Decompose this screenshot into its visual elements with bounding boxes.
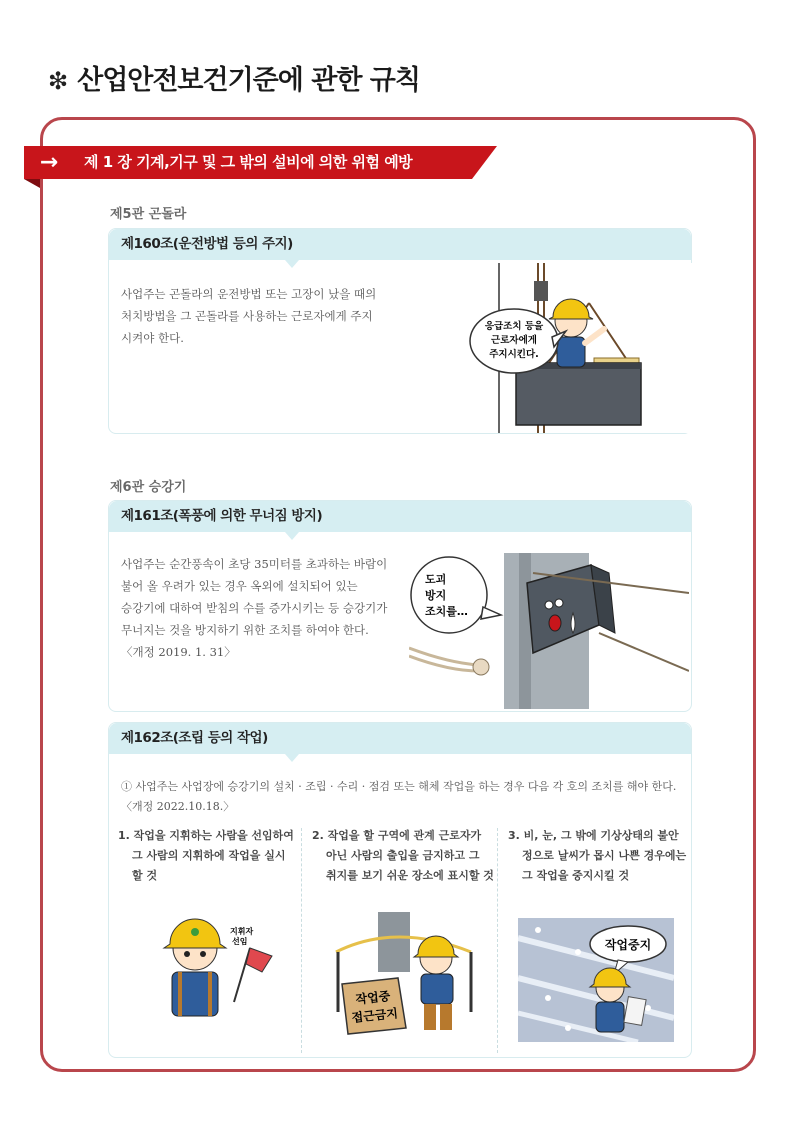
item-line: 정으로 날씨가 몹시 나쁜 경우에는	[522, 849, 687, 862]
intro-line: ① 사업주는 사업장에 승강기의 설치 · 조립 · 수리 · 점검 또는 해체 작업을 하는 경우 다음 각 호의 조치를 해야 한다.	[121, 780, 677, 793]
article-body	[121, 553, 387, 663]
article-body	[121, 283, 376, 349]
column-divider	[497, 828, 498, 1053]
section-label-elevator: 제6관 승강기	[110, 480, 187, 495]
article-title: 제160조(운전방법 등의 주지)	[121, 236, 293, 252]
body-line: 〈개정 2019. 1. 31〉	[121, 645, 236, 659]
bubble-line: 방지	[425, 589, 447, 602]
body-line: 사업주는 순간풍속이 초당 35미터를 초과하는 바람이	[121, 557, 388, 571]
item-line: 아닌 사람의 출입을 금지하고 그	[326, 849, 480, 862]
body-line: 시켜야 한다.	[121, 331, 184, 345]
article-card-160	[108, 228, 692, 434]
intro-line: 〈개정 2022.10.18.〉	[121, 800, 235, 813]
bubble-text: 작업중지	[604, 938, 652, 952]
caption-line: 선임	[232, 937, 248, 946]
gondola-illustration	[454, 263, 694, 433]
elevator-illustration	[409, 553, 689, 709]
section-label-gondola: 제5관 곤돌라	[110, 207, 187, 222]
bubble-line: 조치를…	[425, 605, 468, 618]
body-line: 무너지는 것을 방지하기 위한 조치를 하여야 한다.	[121, 623, 369, 637]
article-title: 제162조(조립 등의 작업)	[121, 730, 268, 746]
article-card-161	[108, 500, 692, 712]
sign-line: 작업중	[354, 988, 391, 1007]
arrow-right-icon: →	[39, 150, 59, 175]
bubble-line: 도괴	[425, 573, 447, 586]
item-text-1	[118, 826, 298, 886]
chapter-title: 제 1 장 기계,기구 및 그 밖의 설비에 의한 위험 예방	[84, 153, 413, 171]
item-line: 할 것	[132, 869, 158, 882]
item-line: 2. 작업을 할 구역에 관계 근로자가	[312, 829, 482, 842]
body-line: 불어 올 우려가 있는 경우 옥외에 설치되어 있는	[121, 579, 358, 593]
item-line: 취지를 보기 쉬운 장소에 표시할 것	[326, 869, 494, 882]
article-title: 제161조(폭풍에 의한 무너짐 방지)	[121, 508, 323, 524]
stop-work-illustration	[518, 918, 674, 1042]
bubble-line: 근로자에게	[491, 335, 537, 346]
column-divider	[301, 828, 302, 1053]
restricted-area-illustration	[326, 912, 486, 1040]
body-line: 사업주는 곤돌라의 운전방법 또는 고장이 났을 때의	[121, 287, 377, 301]
item-text-2	[312, 826, 494, 886]
page-title	[48, 58, 420, 97]
body-line: 승강기에 대하여 받침의 수를 증가시키는 등 승강기가	[121, 601, 388, 615]
bubble-line: 응급조치 등을	[484, 321, 544, 332]
caption-line: 지휘자	[230, 927, 254, 936]
body-line: 처치방법을 그 곤돌라를 사용하는 근로자에게 주지	[121, 309, 373, 323]
item-line: 1. 작업을 지휘하는 사람을 선임하여	[118, 829, 294, 842]
asterisk-icon: ❇	[48, 67, 68, 95]
item-line: 그 사람의 지휘하에 작업을 실시	[132, 849, 286, 862]
page-title-text: 산업안전보건기준에 관한 규칙	[77, 65, 420, 96]
supervisor-illustration	[150, 910, 280, 1020]
bubble-line: 주지시킨다.	[489, 349, 539, 360]
sign-line: 접근금지	[350, 1006, 399, 1025]
item-line: 3. 비, 눈, 그 밖에 기상상태의 불안	[508, 829, 679, 842]
article-intro	[121, 777, 676, 817]
item-text-3	[508, 826, 690, 886]
item-line: 그 작업을 중지시킬 것	[522, 869, 630, 882]
